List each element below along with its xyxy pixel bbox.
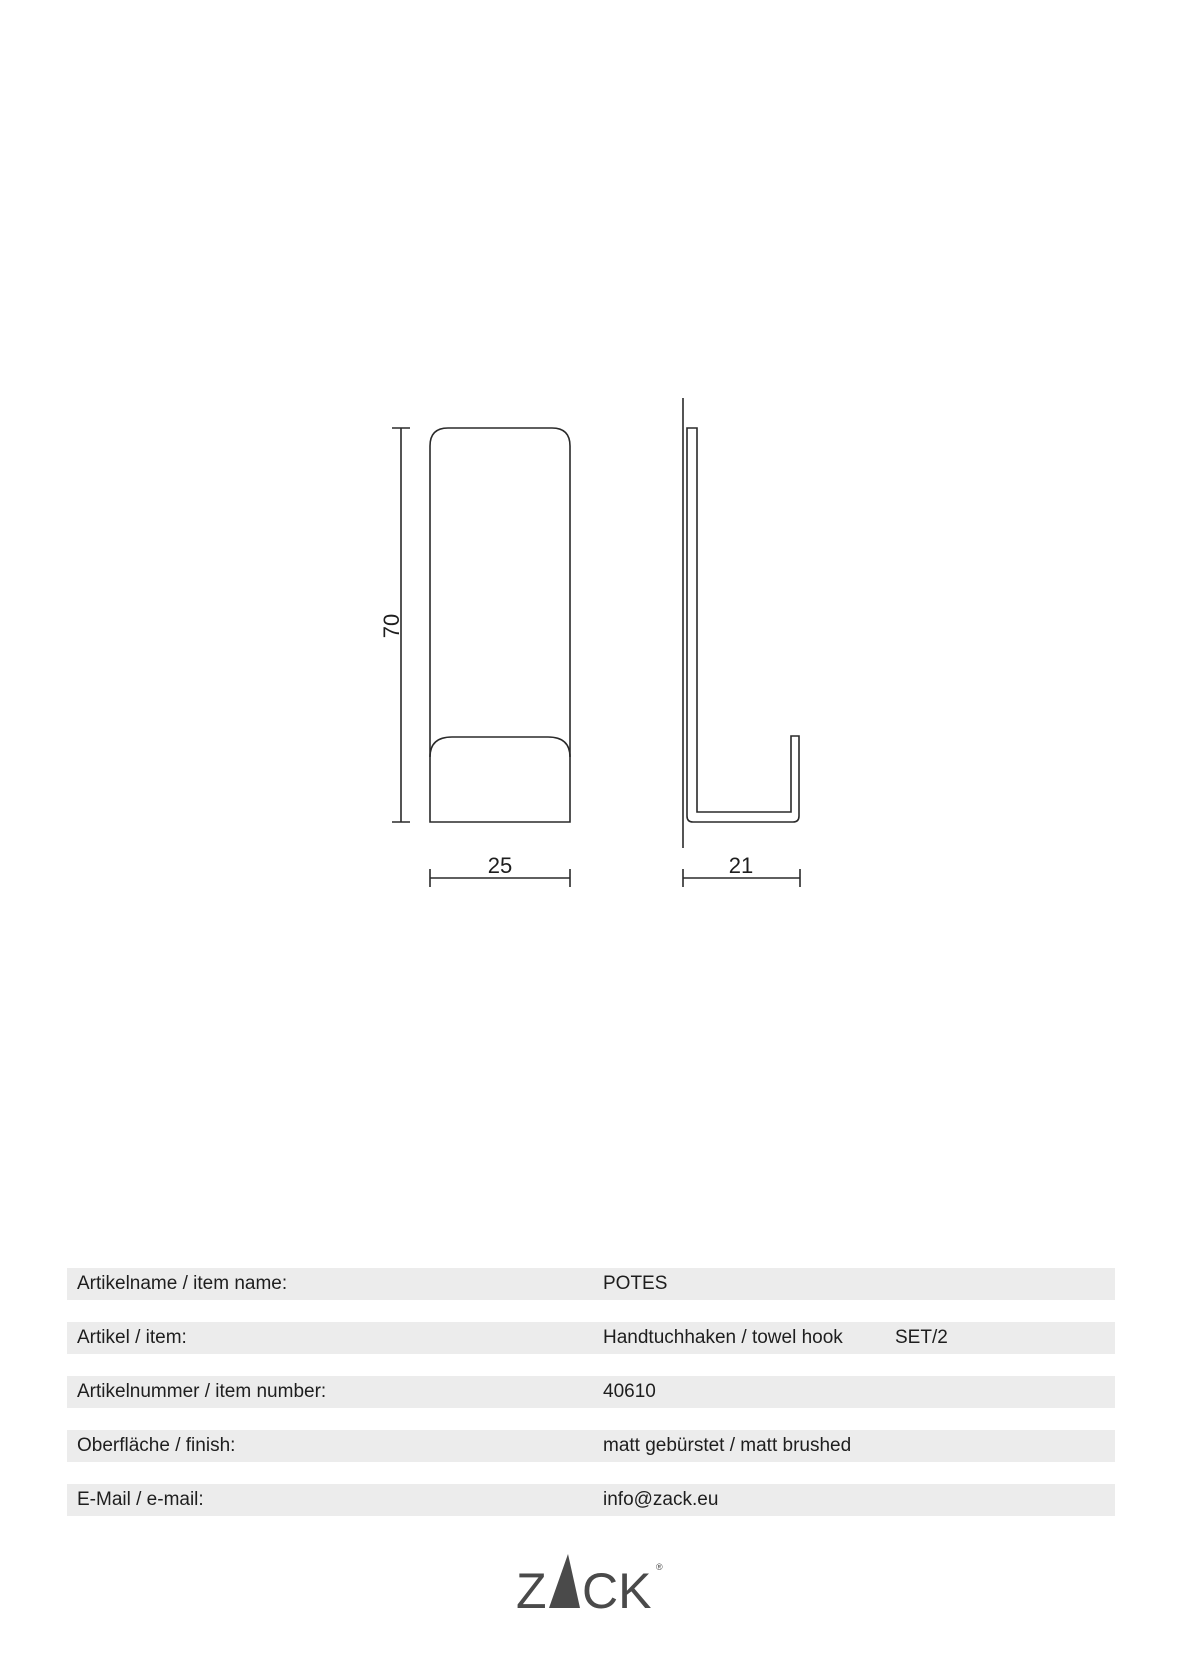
spec-value: POTES [603,1273,668,1294]
front-width-dimension-label: 25 [487,853,513,878]
spec-value: Handtuchhaken / towel hook [603,1327,843,1348]
front-view-lip [430,737,570,757]
zack-logo [516,1548,666,1618]
spec-value: info@zack.eu [603,1489,719,1510]
spec-row-item [67,1322,1115,1354]
spec-label: Artikelname / item name: [77,1273,288,1294]
svg-text:Z: Z [516,1563,547,1618]
spec-set-badge: SET/2 [895,1327,948,1348]
front-view-outline [430,428,570,822]
spec-row-item-number [67,1376,1115,1408]
side-depth-dimension-label: 21 [728,853,754,878]
spec-row-item-name [67,1268,1115,1300]
spec-label: Artikelnummer / item number: [77,1381,327,1402]
spec-label: E-Mail / e-mail: [77,1489,204,1510]
spec-row-email [67,1484,1115,1516]
spec-label: Artikel / item: [77,1327,187,1348]
height-dimension-label: 70 [379,613,404,639]
svg-text:CK: CK [582,1563,652,1618]
zack-triangle-logo-icon [516,1554,663,1618]
svg-text:®: ® [656,1562,663,1572]
spec-value: matt gebürstet / matt brushed [603,1435,852,1456]
side-view-profile [687,428,799,822]
spec-value: 40610 [603,1381,656,1402]
spec-row-finish [67,1430,1115,1462]
spec-label: Oberfläche / finish: [77,1435,236,1456]
